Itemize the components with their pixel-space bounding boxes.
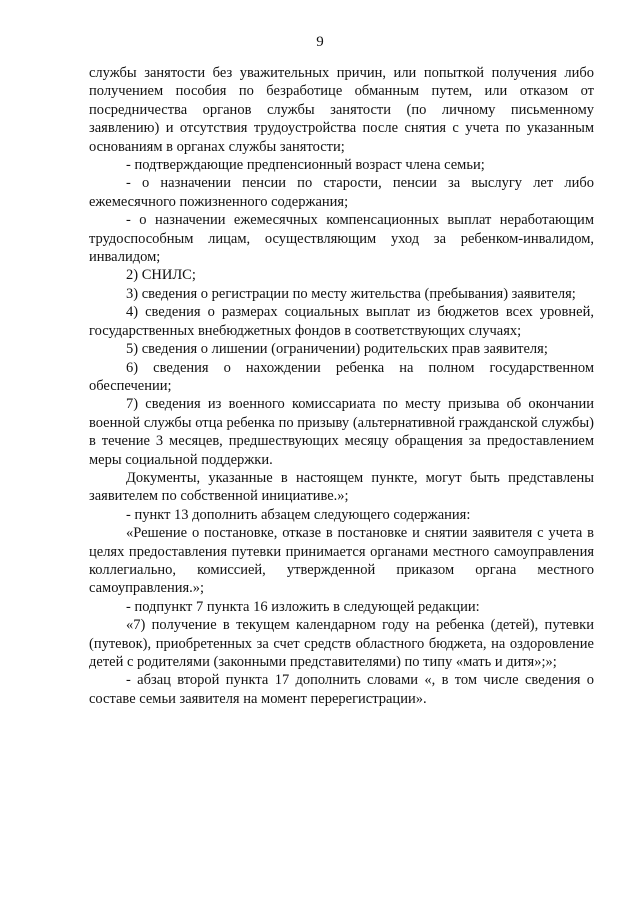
paragraph: «7) получение в текущем календарном году на ребенка (детей), путевки (путевок), приобретенных за счет средств областного бюджета, на оздоровление детей с родителями (законными представителями) по типу «мать и дитя»;»; bbox=[89, 617, 594, 670]
paragraph: - о назначении ежемесячных компенсационных выплат неработающим трудоспособным лицам, осуществляющим уход за ребенком-инвалидом, инвалидом; bbox=[89, 212, 594, 266]
paragraph: Документы, указанные в настоящем пункте, могут быть представлены заявителем по собственной инициативе.»; bbox=[89, 469, 594, 505]
paragraph: 6) сведения о нахождении ребенка на полном государственном обеспечении; bbox=[89, 359, 594, 394]
page-number: 9 bbox=[316, 34, 324, 50]
document-body bbox=[89, 64, 594, 708]
paragraph: - пункт 13 дополнить абзацем следующего содержания: bbox=[126, 506, 471, 523]
paragraph: - подтверждающие предпенсионный возраст члена семьи; bbox=[126, 157, 485, 174]
paragraph: 5) сведения о лишении (ограничении) родительских прав заявителя; bbox=[126, 341, 548, 358]
paragraph: 2) СНИЛС; bbox=[126, 267, 196, 284]
paragraph: «Решение о постановке, отказе в постановке и снятии заявителя с учета в целях предоставления путевки принимается органами местного самоуправления коллегиально, комиссией, утвержденной приказом органа местного самоуправления.»; bbox=[89, 525, 594, 597]
paragraph: службы занятости без уважительных причин, или попыткой получения либо получением пособия по безработице обманным путем, или отказом от посредничества органов службы занятости (по личному письменному заявлению) и отсутствия трудоустройства после снятия с учета по указанным основаниям в органах службы занятости; bbox=[89, 65, 594, 155]
paragraph: - абзац второй пункта 17 дополнить словами «, в том числе сведения о составе семьи заявителя на момент перерегистрации». bbox=[89, 672, 594, 707]
paragraph: 3) сведения о регистрации по месту жительства (пребывания) заявителя; bbox=[126, 285, 576, 302]
paragraph: 7) сведения из военного комиссариата по месту призыва об окончании военной службы отца ребенка по призыву (альтернативной гражданской службы) в течение 3 месяцев, предшествующих месяцу обращения за предоставлением меры социальной поддержки. bbox=[89, 396, 594, 468]
paragraph: - подпункт 7 пункта 16 изложить в следующей редакции: bbox=[126, 598, 480, 615]
paragraph: 4) сведения о размерах социальных выплат из бюджетов всех уровней, государственных внебюджетных фондов в соответствующих случаях; bbox=[89, 304, 594, 339]
paragraph: - о назначении пенсии по старости, пенсии за выслугу лет либо ежемесячного пожизненного содержания; bbox=[89, 175, 594, 210]
